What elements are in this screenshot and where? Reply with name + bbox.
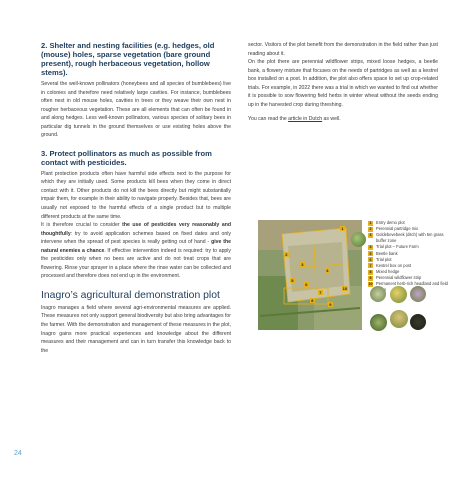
legend-item: 5 Beetle bank — [369, 250, 398, 256]
svg-text:1: 1 — [341, 226, 344, 231]
photo-dragonfly — [370, 286, 386, 302]
photo-hedge — [351, 232, 366, 247]
legend-item: 8 Mixed hedge — [369, 269, 400, 275]
inagro-body: Inagro manages a field where several agri-environmental measures are applied. These measures not only support general biodiversity but also bring advantages for the farmer. With the demonstration and management of these measures in the plot, Inagro gains more practical experiences and knowledge about the different measures and their management and can in turn transfer this knowledge back to the — [41, 304, 231, 354]
legend-item: 4 Trial plot – Future Farm — [369, 244, 419, 250]
photo-flowers — [390, 286, 407, 303]
right-paragraph-2: On the plot there are perennial wildflower strips, mixed loose hedges, a beetle bank, a flowery mixture that focuses on the needs of partridges as well as a kestrel box installed on a post. In addition, the plot also offers space to set up crop-related trials. For example, in 2022 there was a trial in which we wanted to find out whether it is possible to sow flowering field herbs in winter wheat without the seeds ending up in the harvested crop during threshing. — [248, 59, 438, 108]
section2-body: Several the well-known pollinators (honeybees and all species of bumblebees) live in colonies and therefore need relatively large cavities. For instance, bumblebees often nest in old mouse holes, cavities in trees or they weave their own nest in rougher herbaceous vegetation. These are all elements that can often be found in and along hedges. Less well-known pollinators, various species of solitary bees in particular dig tunnels in the ground themselves or use existing holes above the ground. — [41, 81, 231, 139]
demo-plot-figure — [254, 216, 448, 354]
svg-text:6: 6 — [305, 282, 308, 287]
inagro-heading: Inagro’s agricultural demonstration plot — [41, 289, 220, 301]
bold-phrase: give the natural enemies a chance — [41, 239, 231, 254]
aerial-map — [254, 216, 366, 354]
section3-body1: Plant protection products often have harmful side effects next to the purpose for which they are initially used. Some products kill bees when they come in direct contact with it. Other products do not kill the bees directly but might substantially impair them, for example in their ability to navigate properly. Besides that, bees are usually not exposed to the harmful effects of a single product but to multiple different products at the same time. — [41, 170, 231, 220]
svg-text:8: 8 — [311, 298, 314, 303]
left-column — [41, 41, 231, 355]
right-paragraph-1: sector. Visitors of the plot benefit from the demonstration in the field rather than just reading about it. — [248, 42, 438, 57]
section3-body2: It is therefore crucial to consider the use of pesticides very reasonably and thoughtfully: try to avoid application schemes based on fixed dates and only intervene when the spread of pest species is really getting out of hand - give the natural enemies a chance. If effective intervention indeed is required: try to apply the pesticides only when no bees are active and do not treat crops that are flowering. Rinse your sprayer in a place where the rinse water can be collected and processed and therefore does not end up in the environment. — [41, 222, 231, 280]
section3-heading: 3. Protect pollinators as much as possible from contact with pesticides. — [41, 148, 212, 167]
article-link[interactable]: article in Dutch — [288, 116, 323, 123]
legend-item: 1 Entry demo plot — [369, 220, 405, 225]
svg-text:4: 4 — [326, 268, 329, 273]
section2-heading: 2. Shelter and nesting facilities (e.g. hedges, old (mouse) holes, sparse vegetation (bare ground present), rough herbaceous vegetation, hollow stems). — [41, 41, 215, 77]
svg-text:7: 7 — [319, 290, 322, 295]
svg-text:5: 5 — [291, 278, 294, 283]
legend-item: 6 Trial plot — [369, 256, 392, 262]
svg-text:9: 9 — [329, 302, 332, 307]
legend-item: 3 Goldebevebeek (ditch) with 5m grass buffer zone — [369, 232, 444, 244]
svg-text:3: 3 — [301, 262, 304, 267]
legend — [368, 220, 448, 293]
svg-text:2: 2 — [285, 252, 288, 257]
legend-item: 2 Perennial partridge mix — [369, 226, 419, 232]
page-number: 24 — [14, 450, 22, 457]
bold-phrase: the use of pesticides very reasonably and thoughtfully — [41, 222, 231, 237]
right-paragraph-3: You can read the article in Dutch as well. — [248, 116, 341, 123]
legend-item: 7 Kestrel box on post — [369, 262, 412, 268]
legend-item: 9 Perennial wildflower strip — [369, 275, 422, 281]
photo-partridge-mix — [390, 310, 408, 328]
legend-item: 10 Permanent herb-rich headland and field — [368, 281, 448, 287]
right-column — [248, 41, 438, 124]
photo-grass — [370, 314, 387, 331]
photo-field — [410, 286, 426, 302]
svg-text:10: 10 — [342, 286, 348, 291]
photo-kestrel-box — [410, 314, 426, 330]
